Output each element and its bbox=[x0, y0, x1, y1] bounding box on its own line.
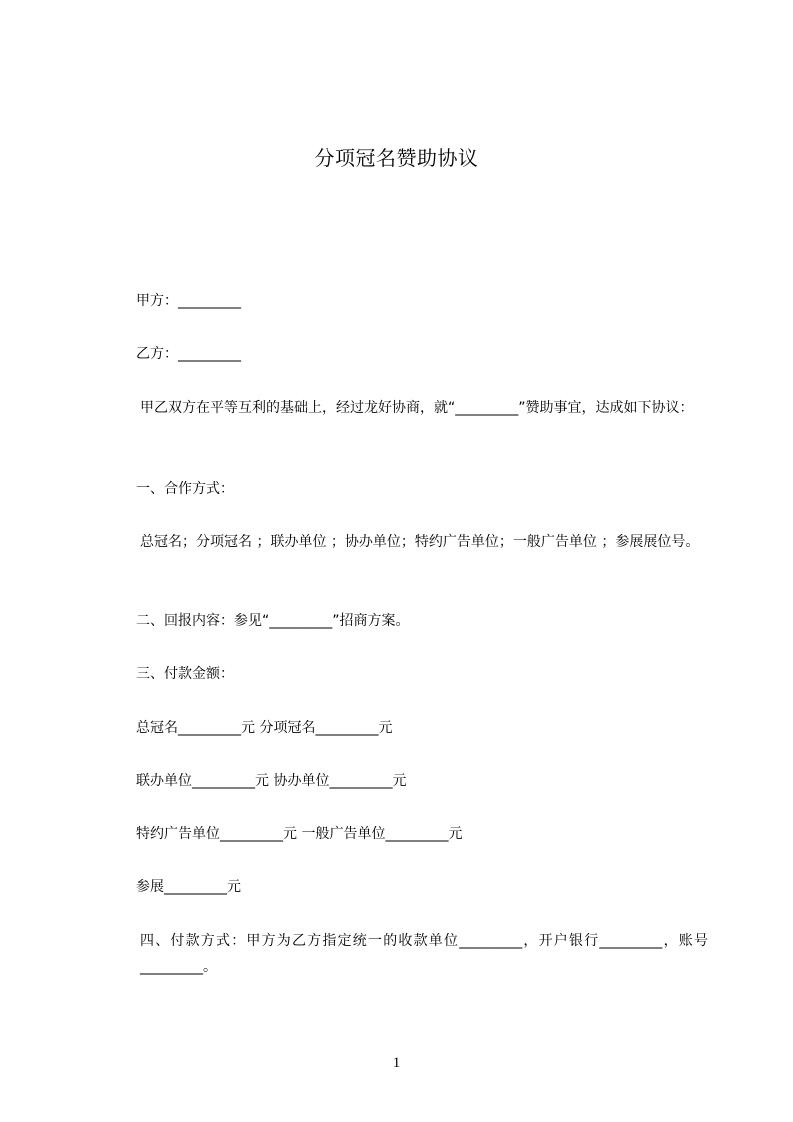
intro-paragraph: 甲乙双方在平等互利的基础上，经过龙好协商，就“_________”赞助事宜，达成如下协议： bbox=[140, 400, 694, 416]
amount-line-4: 参展_________元 bbox=[136, 879, 241, 895]
section3-heading: 三、付款金额： bbox=[136, 666, 234, 682]
document-title: 分项冠名赞助协议 bbox=[314, 146, 479, 170]
party-b-line: 乙方：_________ bbox=[136, 346, 241, 362]
party-a-line: 甲方：_________ bbox=[136, 293, 241, 309]
amount-line-3: 特约广告单位_________元 一般广告单位_________元 bbox=[136, 826, 463, 842]
amount-line-1: 总冠名_________元 分项冠名_________元 bbox=[136, 720, 393, 736]
section1-body: 总冠名；分项冠名 ；联办单位 ；协办单位；特约广告单位；一般广告单位 ；参展展位号。 bbox=[140, 534, 700, 550]
section2-paragraph: 二、回报内容：参见“_________”招商方案。 bbox=[136, 613, 410, 629]
section1-heading: 一、合作方式： bbox=[136, 481, 234, 497]
page-number: 1 bbox=[392, 1055, 401, 1071]
section4-paragraph: 四、付款方式：甲方为乙方指定统一的收款单位_________，开户银行_________，账号_________。 bbox=[140, 933, 708, 975]
amount-line-2: 联办单位_________元 协办单位_________元 bbox=[136, 773, 407, 789]
